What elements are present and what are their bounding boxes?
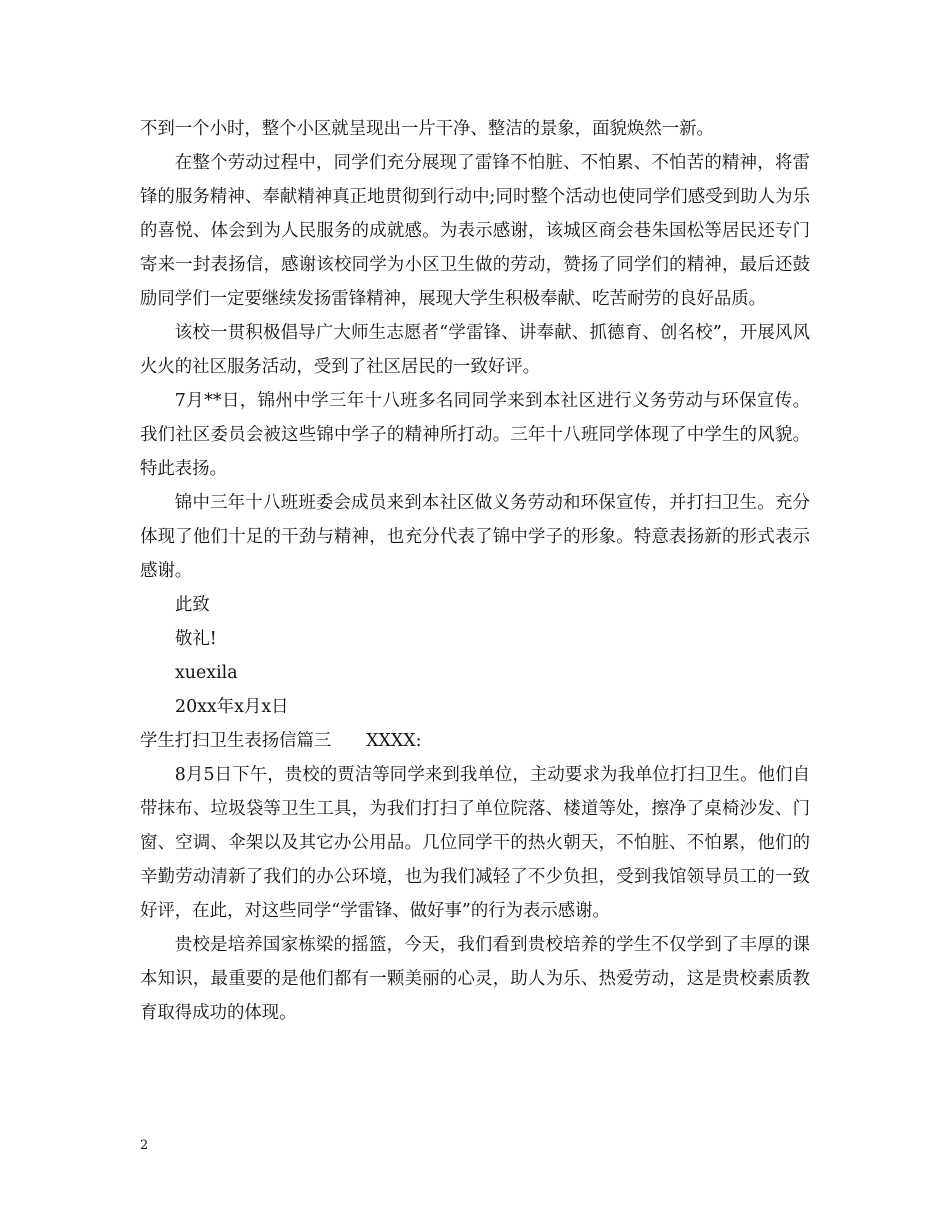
document-body	[140, 112, 810, 1030]
closing-signature: xuexila	[175, 663, 238, 683]
closing-salutation: 此致	[175, 595, 210, 615]
paragraph-continuation: 不到一个小时，整个小区就呈现出一片干净、整洁的景象，面貌焕然一新。	[140, 119, 714, 139]
paragraph-school-praise: 贵校是培养国家栋梁的摇篮，今天，我们看到贵校培养的学生不仅学到了丰厚的课本知识，最重要的是他们都有一颗美丽的心灵，助人为乐、热爱劳动，这是贵校素质教育取得成功的体现。	[140, 935, 810, 1023]
page-number: 2	[140, 1138, 149, 1153]
paragraph-class-committee: 锦中三年十八班班委会成员来到本社区做义务劳动和环保宣传，并打扫卫生。充分体现了他们十足的干劲与精神，也充分代表了锦中学子的形象。特意表扬新的形式表示感谢。	[140, 493, 810, 581]
paragraph-lei-feng-spirit: 在整个劳动过程中，同学们充分展现了雷锋不怕脏、不怕累、不怕苦的精神，将雷锋的服务精神、奉献精神真正地贯彻到行动中;同时整个活动也使同学们感受到助人为乐的喜悦、体会到为人民服务的成就感。为表示感谢，该城区商会巷朱国松等居民还专门寄来一封表扬信，感谢该校同学为小区卫生做的劳动，赞扬了同学们的精神，最后还鼓励同学们一定要继续发扬雷锋精神，展现大学生积极奉献、吃苦耐劳的良好品质。	[140, 153, 810, 309]
paragraph-school-volunteers: 该校一贯积极倡导广大师生志愿者“学雷锋、讲奉献、抓德育、创名校”，开展风风火火的社区服务活动，受到了社区居民的一致好评。	[140, 323, 810, 377]
closing-date: 20xx年x月x日	[175, 697, 289, 717]
paragraph-july-praise: 7月**日，锦州中学三年十八班多名同同学来到本社区进行义务劳动与环保宣传。我们社区委员会被这些锦中学子的精神所打动。三年十八班同学体现了中学生的风貌。特此表扬。	[140, 391, 810, 479]
paragraph-august-cleaning: 8月5日下午，贵校的贾洁等同学来到我单位，主动要求为我单位打扫卫生。他们自带抹布、垃圾袋等卫生工具，为我们打扫了单位院落、楼道等处，擦净了桌椅沙发、门窗、空调、伞架以及其它办公用品。几位同学干的热火朝天，不怕脏、不怕累，他们的辛勤劳动清新了我们的办公环境，也为我们减轻了不少负担，受到我馆领导员工的一致好评，在此，对这些同学“学雷锋、做好事”的行为表示感谢。	[140, 765, 810, 921]
closing-regards: 敬礼!	[175, 629, 217, 649]
section-heading: 学生打扫卫生表扬信篇三 XXXX:	[140, 731, 422, 751]
